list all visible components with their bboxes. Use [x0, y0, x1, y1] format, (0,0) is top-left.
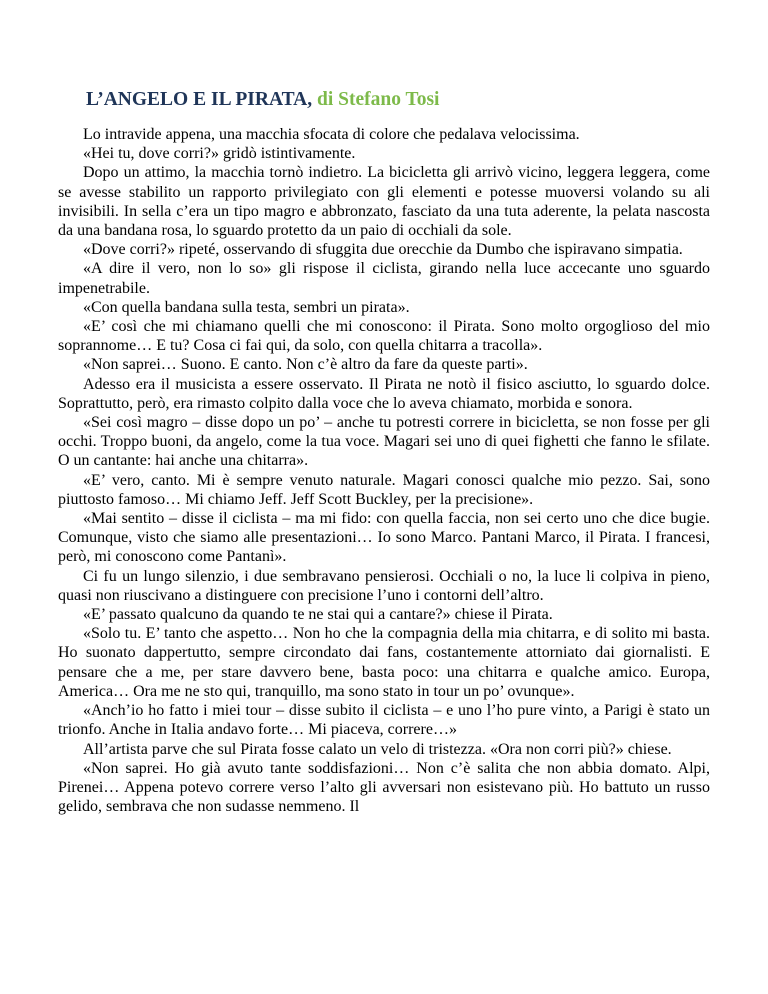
paragraph: «Hei tu, dove corri?» gridò istintivamente.: [83, 145, 356, 163]
paragraph: «Solo tu. E’ tanto che aspetto… Non ho che la compagnia della mia chitarra, e di solito mi basta. Ho suonato dappertutto, sempre circondato dai fans, costantemente attorniato dai giornalisti. E pensare che a me, per stare davvero bene, basta poco: una chitarra e qualche amico. Europa, America… Ora me ne sto qui, tranquillo, ma sono stato in tour un po’ ovunque».: [58, 625, 710, 700]
paragraph: «Non saprei… Suono. E canto. Non c’è altro da fare da queste parti».: [83, 356, 528, 374]
paragraph: «Mai sentito – disse il ciclista – ma mi fido: con quella faccia, non sei certo uno che dice bugie. Comunque, visto che siamo alle presentazioni… Io sono Marco. Pantani Marco, il Pirata. I francesi, però, mi conoscono come Pantanì».: [58, 510, 710, 566]
paragraph: «E’ passato qualcuno da quando te ne stai qui a cantare?» chiese il Pirata.: [83, 606, 553, 624]
paragraph: «E’ così che mi chiamano quelli che mi conoscono: il Pirata. Sono molto orgoglioso del mio soprannome… E tu? Cosa ci fai qui, da solo, con quella chitarra a tracolla».: [58, 318, 710, 355]
paragraph: «Non saprei. Ho già avuto tante soddisfazioni… Non c’è salita che non abbia domato. Alpi, Pirenei… Appena potevo correre verso l’alto gli avversari non esistevano più. Ho battuto un russo gelido, sembrava che non sudasse nemmeno. Il: [58, 759, 710, 816]
paragraph: Lo intravide appena, una macchia sfocata di colore che pedalava velocissima.: [83, 126, 580, 143]
paragraph: «Dove corri?» ripeté, osservando di sfuggita due orecchie da Dumbo che ispiravano simpatia.: [83, 241, 683, 259]
paragraph: «Con quella bandana sulla testa, sembri un pirata».: [83, 298, 410, 316]
author-name: di Stefano Tosi: [316, 89, 440, 110]
story-body: [58, 125, 710, 816]
paragraph: «A dire il vero, non lo so» gli rispose il ciclista, girando nella luce accecante uno sguardo impenetrabile.: [58, 260, 710, 297]
paragraph: Dopo un attimo, la macchia tornò indietro. La bicicletta gli arrivò vicino, leggera leggera, come se avesse stabilito un rapporto privilegiato con gli elementi e potesse muoversi volando su ali invisibili. In sella c’era un tipo magro e abbronzato, fasciato da una tuta aderente, la pelata nascosta da una bandana rosa, lo sguardo protetto da un paio di occhiali da sole.: [58, 164, 710, 240]
title-text: L’ANGELO E IL PIRATA,: [86, 89, 313, 110]
paragraph: All’artista parve che sul Pirata fosse calato un velo di tristezza. «Ora non corri più?» chiese.: [83, 740, 672, 758]
paragraph: Adesso era il musicista a essere osservato. Il Pirata ne notò il fisico asciutto, lo sguardo dolce. Soprattutto, però, era rimasto colpito dalla voce che lo aveva chiamato, morbida e sonora.: [58, 375, 710, 412]
paragraph: «Anch’io ho fatto i miei tour – disse subito il ciclista – e uno l’ho pure vinto, a Parigi è stato un trionfo. Anche in Italia andavo forte… Mi piaceva, correre…»: [58, 702, 710, 739]
paragraph: «E’ vero, canto. Mi è sempre venuto naturale. Magari conosci qualche mio pezzo. Sai, sono piuttosto famoso… Mi chiamo Jeff. Jeff Scott Buckley, per la precisione».: [58, 471, 710, 508]
document-title: [86, 88, 439, 112]
paragraph: «Sei così magro – disse dopo un po’ – anche tu potresti correre in bicicletta, se non fosse per gli occhi. Troppo buoni, da angelo, come la tua voce. Magari sei uno di quei fighetti che fanno le sfilate. O un cantante: hai anche una chitarra».: [58, 414, 710, 470]
paragraph: Ci fu un lungo silenzio, i due sembravano pensierosi. Occhiali o no, la luce li colpiva in pieno, quasi non riuscivano a distinguere con precisione l’uno i contorni dell’altro.: [58, 567, 710, 604]
